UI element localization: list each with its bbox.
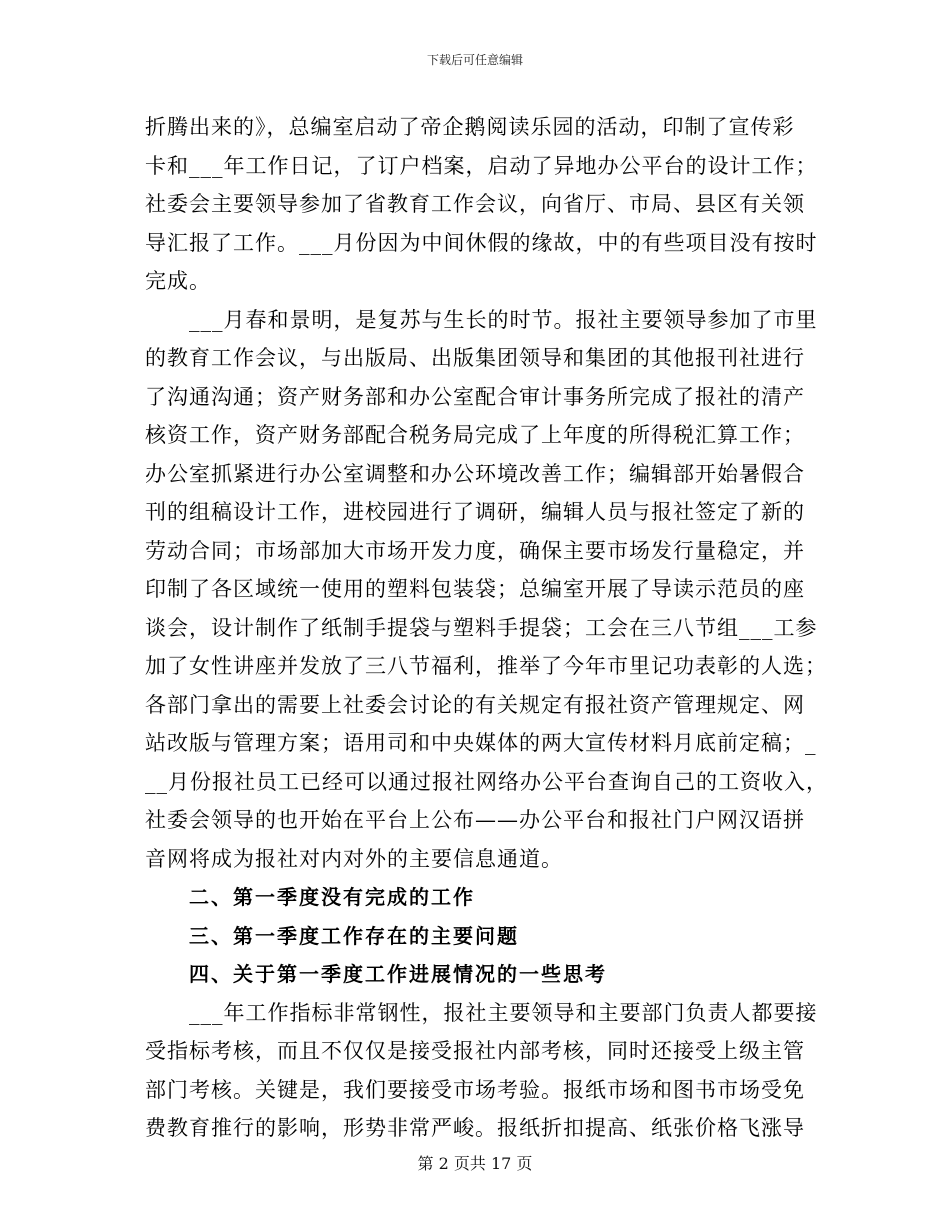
body-line: 印制了各区域统一使用的塑料包装袋；总编室开展了导读示范员的座 xyxy=(145,577,805,601)
body-line: 劳动合同；市场部加大市场开发力度，确保主要市场发行量稳定，并 xyxy=(145,538,805,563)
body-line: 社委会主要领导参加了省教育工作会议，向省厅、市局、县区有关领 xyxy=(145,192,805,216)
section-heading: 四、关于第一季度工作进展情况的一些思考 xyxy=(189,962,607,986)
body-line: 社委会领导的也开始在平台上公布——办公平台和报社门户网汉语拼 xyxy=(145,808,805,832)
body-line: 卡和___年工作日记，了订户档案，启动了异地办公平台的设计工作； xyxy=(145,153,818,178)
body-line: 完成。 xyxy=(145,269,211,293)
page-header: 下载后可任意编辑 xyxy=(426,53,523,67)
body-line: 刊的组稿设计工作，进校园进行了调研，编辑人员与报社签定了新的 xyxy=(145,500,805,524)
paragraph-first-line: ___月春和景明，是复苏与生长的时节。报社主要领导参加了市里 xyxy=(189,307,818,332)
body-line: 费教育推行的影响，形势非常严峻。报纸折扣提高、纸张价格飞涨导 xyxy=(145,1116,805,1140)
body-line: 了沟通沟通；资产财务部和办公室配合审计事务所完成了报社的清产 xyxy=(145,384,805,409)
document-body xyxy=(145,108,828,1148)
page-footer: 第 2 页共 17 页 xyxy=(417,1154,533,1173)
body-line: __月份报社员工已经可以通过报社网络办公平台查询自己的工资收入， xyxy=(145,769,828,794)
body-line: 站改版与管理方案；语用司和中央媒体的两大宣传材料月底前定稿；_ xyxy=(145,731,817,755)
body-line: 核资工作，资产财务部配合税务局完成了上年度的所得税汇算工作； xyxy=(145,423,805,447)
body-line: 音网将成为报社对内对外的主要信息通道。 xyxy=(145,846,563,871)
body-line: 受指标考核，而且不仅仅是接受报社内部考核，同时还接受上级主管 xyxy=(145,1039,805,1063)
body-line: 的教育工作会议，与出版局、出版集团领导和集团的其他报刊社进行 xyxy=(145,346,805,370)
body-line: 加了女性讲座并发放了三八节福利，推举了今年市里记功表彰的人选； xyxy=(145,654,827,678)
section-heading: 三、第一季度工作存在的主要问题 xyxy=(189,923,519,948)
body-line: 办公室抓紧进行办公室调整和办公环境改善工作；编辑部开始暑假合 xyxy=(145,461,805,486)
body-line: 谈会，设计制作了纸制手提袋与塑料手提袋；工会在三八节组___工参 xyxy=(145,615,818,640)
body-line: 折腾出来的》，总编室启动了帝企鹅阅读乐园的活动，印制了宣传彩 xyxy=(145,115,795,139)
section-heading: 二、第一季度没有完成的工作 xyxy=(189,885,475,909)
body-line: 部门考核。关键是，我们要接受市场考验。报纸市场和图书市场受免 xyxy=(145,1077,805,1102)
body-line: 各部门拿出的需要上社委会讨论的有关规定有报社资产管理规定、网 xyxy=(145,692,805,717)
paragraph-first-line: ___年工作指标非常钢性，报社主要领导和主要部门负责人都要接 xyxy=(189,1000,818,1025)
body-line: 导汇报了工作。___月份因为中间休假的缘故，中的有些项目没有按时 xyxy=(145,230,818,255)
